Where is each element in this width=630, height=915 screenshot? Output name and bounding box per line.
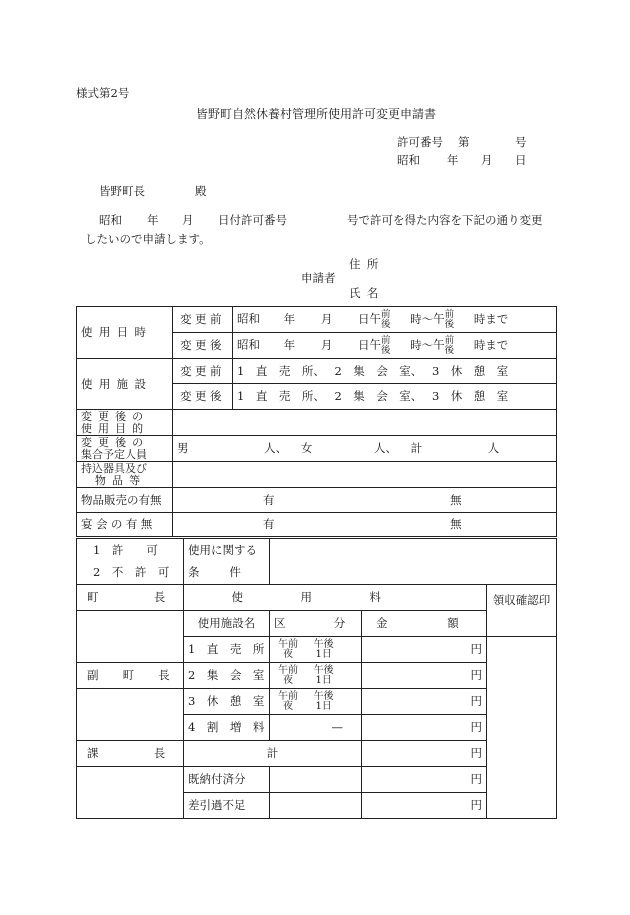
paid-label: 既納付済分 bbox=[184, 767, 270, 793]
sales-no: 無 bbox=[450, 492, 462, 507]
application-details-table bbox=[76, 306, 557, 537]
fee1-night: 夜 bbox=[283, 648, 293, 660]
conditions-line1: 使用に関する bbox=[188, 542, 257, 557]
dt-era: 昭和 bbox=[237, 311, 260, 326]
fee-row-1-amount: 円 bbox=[362, 637, 487, 663]
attendance-nin1: 人、 bbox=[264, 441, 288, 456]
section-chief-stamp-area bbox=[77, 767, 184, 819]
facility-opt-2: 2 集 会 室、 bbox=[334, 363, 423, 378]
facility-label: 使用施設 bbox=[77, 359, 173, 410]
intro-era: 昭和 bbox=[99, 213, 122, 227]
conditions-line2: 条件 bbox=[188, 564, 271, 579]
dt2-go: 後 bbox=[380, 344, 391, 356]
fee1-day: 1日 bbox=[315, 648, 332, 660]
fee2-pm: 午後 bbox=[313, 664, 334, 676]
col-category bbox=[270, 611, 394, 637]
fee1-pm: 午後 bbox=[313, 638, 334, 650]
dt-go: 後 bbox=[380, 318, 391, 330]
equipment-label bbox=[77, 462, 173, 488]
facility-opt-1: 1 直 売 所、 bbox=[237, 363, 325, 378]
date-month: 月 bbox=[481, 153, 493, 167]
sales-value bbox=[173, 488, 557, 513]
dt-from: 時〜 bbox=[410, 311, 434, 326]
decision-permit: 1 許 可 bbox=[93, 542, 158, 557]
difference-amount: 円 bbox=[362, 793, 487, 819]
applicant-address-label: 住所 bbox=[349, 257, 385, 271]
mayor-label bbox=[77, 585, 221, 611]
datetime-before-value bbox=[233, 307, 557, 333]
attendance-male: 男 bbox=[177, 441, 189, 456]
difference-label: 差引過不足 bbox=[184, 793, 270, 819]
col-amount bbox=[362, 611, 519, 637]
date-year: 年 bbox=[447, 153, 459, 167]
col-category-text: 区分 bbox=[274, 616, 394, 631]
fee3-pm: 午後 bbox=[313, 690, 334, 702]
dt2-era: 昭和 bbox=[237, 337, 260, 352]
conditions-value bbox=[270, 539, 557, 585]
dt2-zen2: 前 bbox=[444, 335, 455, 346]
fee-row-2-name: 2 集 会 室 bbox=[184, 663, 270, 689]
fee-row-1-name: 1 直 売 所 bbox=[184, 637, 270, 663]
fee-row-4-category: — bbox=[270, 715, 362, 741]
paid-category bbox=[270, 767, 362, 793]
dt-ampm2 bbox=[445, 310, 455, 329]
datetime-after-label: 変更後 bbox=[173, 333, 233, 359]
intro-rest: 号で許可を得た内容を下記の通り変更 bbox=[347, 213, 543, 227]
dt2-go2: 午 bbox=[433, 337, 445, 352]
deputy-text: 副町長 bbox=[87, 668, 194, 683]
dt2-month: 月 bbox=[320, 337, 333, 352]
applicant-name-label: 氏名 bbox=[349, 286, 385, 300]
fee-row-3-am-night bbox=[278, 692, 298, 712]
dt-go2: 午 bbox=[433, 311, 445, 326]
sales-label: 物品販売の有無 bbox=[77, 488, 173, 513]
equipment-line1: 持込器具及び bbox=[81, 461, 147, 475]
difference-category bbox=[270, 793, 362, 819]
permit-dai: 第 bbox=[458, 135, 470, 149]
facility-after-opt-3: 3 休 憩 室 bbox=[431, 389, 509, 404]
dt-until: 時まで bbox=[473, 311, 509, 326]
banquet-value bbox=[173, 513, 557, 537]
addressee-name: 皆野町長 bbox=[99, 184, 145, 198]
attendance-nin2: 人、 bbox=[373, 441, 397, 456]
addressee-honorific: 殿 bbox=[195, 184, 207, 198]
mayor-stamp-area bbox=[77, 611, 184, 663]
fee-row-2-category bbox=[270, 663, 362, 689]
conditions-label bbox=[184, 539, 270, 585]
col-facility-name: 使用施設名 bbox=[184, 611, 270, 637]
attendance-total: 計 bbox=[410, 441, 423, 456]
fee-row-2-amount: 円 bbox=[362, 663, 487, 689]
applicant-label: 申請者 bbox=[301, 271, 336, 285]
dt-go1: 午 bbox=[369, 311, 381, 326]
dt2-until: 時まで bbox=[473, 337, 509, 352]
decision-options bbox=[77, 539, 184, 585]
banquet-no: 無 bbox=[450, 517, 462, 532]
fee-row-3-pm-day bbox=[314, 692, 334, 712]
fee-title-text: 使用料 bbox=[231, 590, 439, 605]
permit-number-label: 許可番号 bbox=[397, 135, 443, 149]
fee-row-1-am-night bbox=[278, 640, 298, 660]
dt2-from: 時〜 bbox=[410, 337, 434, 352]
facility-after-options bbox=[233, 384, 557, 410]
facility-after-opt-1: 1 直 売 所、 bbox=[237, 389, 325, 404]
intro-year: 年 bbox=[147, 213, 159, 227]
mayor-text: 町長 bbox=[87, 590, 221, 605]
fee2-am: 午前 bbox=[278, 664, 298, 676]
facility-before-options bbox=[233, 359, 557, 384]
dt2-year: 年 bbox=[283, 337, 296, 352]
purpose-value bbox=[173, 410, 557, 436]
decision-deny: 2 不 許 可 bbox=[93, 564, 170, 579]
intro-day-permit: 日付許可番号 bbox=[218, 213, 287, 227]
banquet-label: 宴会の有無 bbox=[77, 513, 173, 537]
fee-row-4-name: 4 割 増 料 bbox=[184, 715, 270, 741]
sales-yes: 有 bbox=[263, 492, 275, 507]
permit-go: 号 bbox=[515, 135, 527, 149]
col-amount-text: 金額 bbox=[376, 616, 519, 631]
fee-row-1-pm-day bbox=[314, 640, 334, 660]
fee-row-2-pm-day bbox=[314, 666, 334, 686]
attendance-line1: 変更後の bbox=[81, 435, 150, 449]
deputy-mayor-label bbox=[77, 663, 194, 689]
dt-zen2: 前 bbox=[444, 309, 455, 320]
attendance-value bbox=[173, 436, 557, 462]
fee2-night: 夜 bbox=[283, 674, 293, 686]
dt2-zen: 前 bbox=[380, 335, 391, 346]
facility-opt-3: 3 休 憩 室 bbox=[431, 363, 509, 378]
fee3-night: 夜 bbox=[283, 700, 293, 712]
fee3-am: 午前 bbox=[278, 690, 298, 702]
date-era: 昭和 bbox=[397, 153, 420, 167]
usage-datetime-label: 使用日時 bbox=[81, 325, 153, 340]
dt2-go3: 後 bbox=[444, 344, 455, 356]
approval-fee-table bbox=[76, 538, 557, 819]
fee1-am: 午前 bbox=[278, 638, 298, 650]
purpose-line1: 変更後の bbox=[81, 409, 150, 423]
date-day: 日 bbox=[515, 153, 527, 167]
dt-month: 月 bbox=[320, 311, 333, 326]
facility-after-label: 変更後 bbox=[173, 384, 233, 410]
banquet-yes: 有 bbox=[263, 517, 275, 532]
dt-go3: 後 bbox=[444, 318, 455, 330]
fee-total-amount: 円 bbox=[362, 741, 487, 767]
fee-row-3-category bbox=[270, 689, 362, 715]
fee-title bbox=[184, 585, 487, 611]
fee3-day: 1日 bbox=[315, 700, 332, 712]
datetime-before-label: 変更前 bbox=[173, 307, 233, 333]
intro-line2: したいので申請します。 bbox=[85, 232, 211, 246]
fee-row-4-amount: 円 bbox=[362, 715, 487, 741]
equipment-line2: 物品等 bbox=[95, 473, 147, 487]
attendance-nin3: 人 bbox=[487, 441, 500, 456]
dt-year: 年 bbox=[283, 311, 296, 326]
purpose-label bbox=[77, 410, 173, 436]
facility-after-opt-2: 2 集 会 室、 bbox=[334, 389, 423, 404]
document-title: 皆野町自然休養村管理所使用許可変更申請書 bbox=[196, 107, 437, 121]
datetime-after-value bbox=[233, 333, 557, 359]
attendance-female: 女 bbox=[300, 441, 313, 456]
receipt-stamp-label: 領収確認印 bbox=[487, 585, 557, 637]
attendance-line2: 集合予定人員 bbox=[81, 447, 147, 461]
dt2-ampm1 bbox=[381, 336, 391, 355]
fee-total-label: 計 bbox=[184, 741, 362, 767]
fee-row-2-am-night bbox=[278, 666, 298, 686]
dt2-ampm2 bbox=[445, 336, 455, 355]
fee-row-3-name: 3 休 憩 室 bbox=[184, 689, 270, 715]
dt-ampm1 bbox=[381, 310, 391, 329]
form-number: 様式第2号 bbox=[76, 86, 130, 100]
facility-before-label: 変更前 bbox=[173, 359, 233, 384]
receipt-stamp-area bbox=[487, 637, 557, 819]
deputy-stamp-area bbox=[77, 689, 184, 741]
fee-row-1-category bbox=[270, 637, 362, 663]
section-chief-text: 課長 bbox=[87, 746, 221, 761]
purpose-line2: 使用目的 bbox=[81, 421, 150, 435]
dt-zen: 前 bbox=[380, 309, 391, 320]
section-chief-label bbox=[77, 741, 221, 767]
fee-row-3-amount: 円 bbox=[362, 689, 487, 715]
intro-month: 月 bbox=[182, 213, 194, 227]
dt2-go1: 午 bbox=[369, 337, 381, 352]
dt2-day: 日 bbox=[357, 337, 370, 352]
paid-amount: 円 bbox=[362, 767, 487, 793]
equipment-value bbox=[173, 462, 557, 488]
fee2-day: 1日 bbox=[315, 674, 332, 686]
attendance-label bbox=[77, 436, 173, 462]
dt-day: 日 bbox=[357, 311, 370, 326]
